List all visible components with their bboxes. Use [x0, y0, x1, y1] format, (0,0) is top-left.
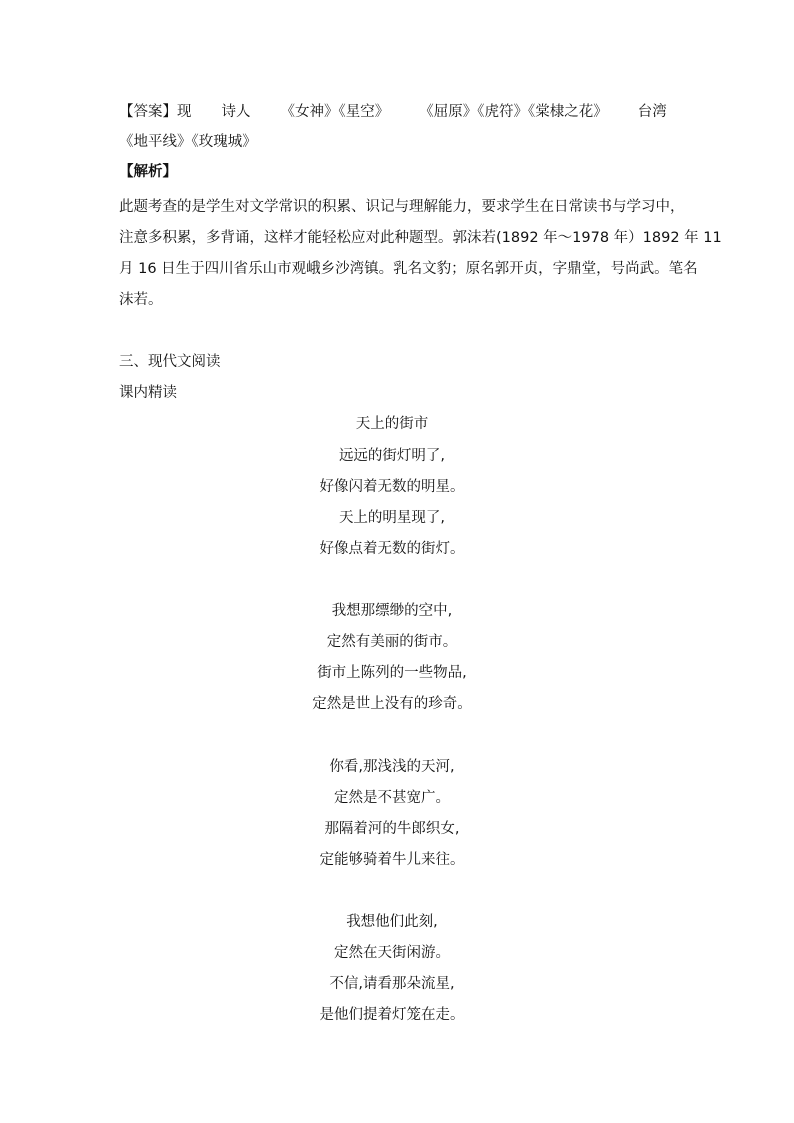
- poem-line: 天上的明星现了,: [338, 510, 446, 526]
- answer-label: 【答案】: [119, 104, 177, 120]
- poem-line: 定然在天街闲游。: [334, 945, 450, 961]
- poem-line: 不信,请看那朵流星,: [329, 976, 455, 992]
- answer-part-1: 现: [177, 104, 192, 120]
- poem-line: 定能够骑着牛儿来往。: [319, 852, 465, 868]
- poem-line: 你看,那浅浅的天河,: [329, 759, 455, 775]
- poem-line: 是他们提着灯笼在走。: [319, 1007, 465, 1023]
- analysis-line-2: 注意多积累，多背诵，这样才能轻松应对此种题型。郭沫若(1892 年～1978 年）1892 年 11: [119, 230, 722, 246]
- poem-line: 定然有美丽的街市。: [326, 634, 458, 650]
- poem-line: 我想他们此刻,: [346, 914, 438, 930]
- poem-title: 天上的街市: [355, 416, 429, 432]
- answer-part-5: 台湾: [637, 104, 667, 120]
- poem-line: 那隔着河的牛郎织女,: [324, 821, 460, 837]
- answer-line: [119, 102, 667, 122]
- section-subtitle: 课内精读: [119, 385, 177, 401]
- poem-line: 好像闪着无数的明星。: [319, 479, 465, 495]
- analysis-line-1: 此题考查的是学生对文学常识的积累、识记与理解能力，要求学生在日常读书与学习中，: [119, 199, 685, 215]
- answer-line-2: 《地平线》《玫瑰城》: [119, 134, 257, 150]
- answer-part-2: 诗人: [221, 104, 251, 120]
- poem-line: 定然是世上没有的珍奇。: [312, 696, 472, 712]
- poem-line: 街市上陈列的一些物品,: [317, 665, 467, 681]
- answer-part-3: 《女神》《星空》: [280, 104, 390, 120]
- answer-part-4: 《屈原》《虎符》《棠棣之花》: [419, 104, 608, 120]
- poem-line: 好像点着无数的街灯。: [319, 541, 465, 557]
- analysis-label: 【解析】: [119, 164, 177, 180]
- poem-line: 定然是不甚宽广。: [334, 790, 450, 806]
- poem-line: 远远的街灯明了,: [338, 448, 446, 464]
- analysis-line-3: 月 16 日生于四川省乐山市观峨乡沙湾镇。乳名文豹；原名郭开贞，字鼎堂，号尚武。笔名: [119, 261, 698, 277]
- section-title: 三、现代文阅读: [119, 354, 221, 370]
- analysis-line-4: 沫若。: [119, 292, 163, 308]
- poem-line: 我想那缥缈的空中,: [331, 603, 453, 619]
